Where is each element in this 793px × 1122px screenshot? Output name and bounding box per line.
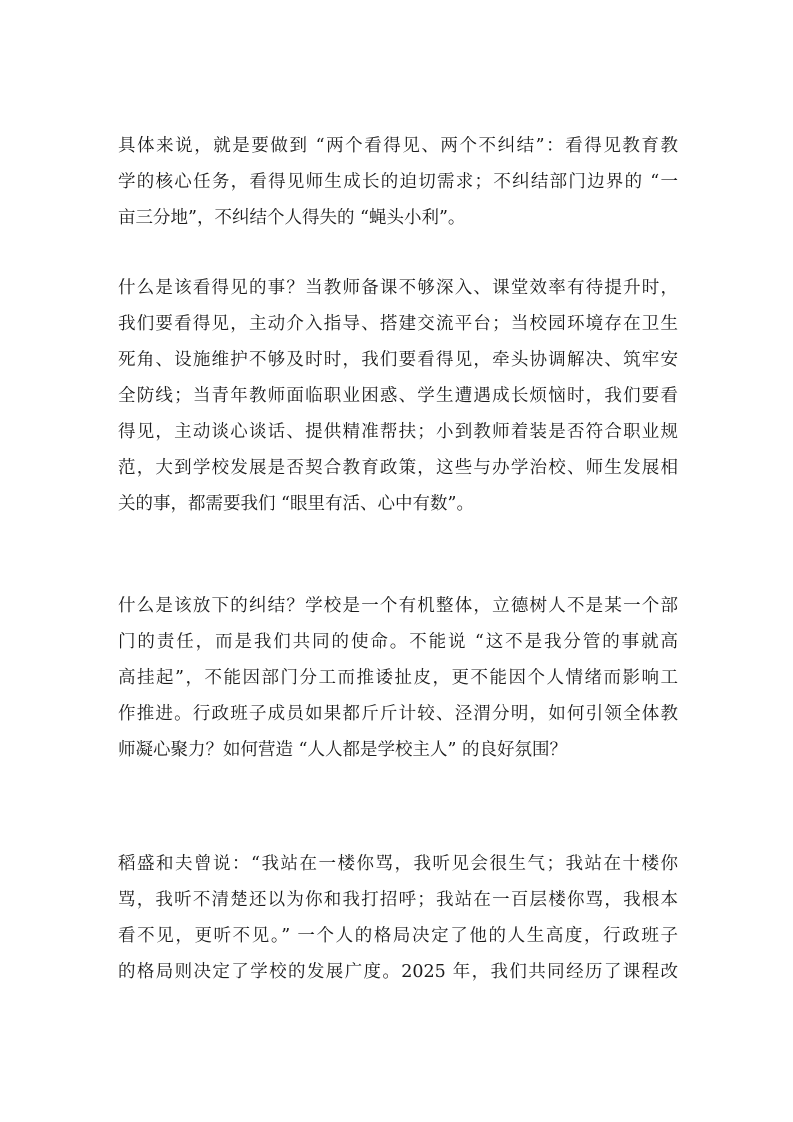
text-line: 稻盛和夫曾说：“我站在一楼你骂，我听见会很生气；我站在十楼你 [118,854,678,874]
text-line: 的格局则决定了学校的发展广度。2025 年，我们共同经历了课程改 [118,962,678,982]
text-line: 范，大到学校发展是否契合教育政策，这些与办学治校、师生发展相 [118,458,678,478]
text-line: 我们要看得见，主动介入指导、搭建交流平台；当校园环境存在卫生 [118,314,678,334]
text-line: 门的责任，而是我们共同的使命。不能说 “这不是我分管的事就高 [118,632,678,652]
text-line: 骂，我听不清楚还以为你和我打招呼；我站在一百层楼你骂，我根本 [118,890,678,910]
text-line: 什么是该看得见的事？当教师备课不够深入、课堂效率有待提升时， [118,278,678,298]
text-line: 得见，主动谈心谈话、提供精准帮扶；小到教师着装是否符合职业规 [118,422,678,442]
text-line: 看不见，更听不见。” 一个人的格局决定了他的人生高度，行政班子 [118,926,678,946]
text-line: 师凝心聚力？如何营造 “人人都是学校主人” 的良好氛围？ [118,740,568,760]
text-line: 死角、设施维护不够及时时，我们要看得见，牵头协调解决、筑牢安 [118,350,678,370]
text-line: 学的核心任务，看得见师生成长的迫切需求；不纠结部门边界的 “一 [118,172,678,192]
text-line: 全防线；当青年教师面临职业困惑、学生遭遇成长烦恼时，我们要看 [118,386,678,406]
text-line: 亩三分地”，不纠结个人得失的 “蝇头小利”。 [118,208,466,228]
text-line: 高挂起”，不能因部门分工而推诿扯皮，更不能因个人情绪而影响工 [118,668,678,688]
text-line: 作推进。行政班子成员如果都斤斤计较、泾渭分明，如何引领全体教 [118,704,678,724]
text-line: 关的事，都需要我们 “眼里有活、心中有数”。 [118,494,474,514]
text-line: 什么是该放下的纠结？学校是一个有机整体，立德树人不是某一个部 [118,596,678,616]
text-line: 具体来说，就是要做到 “两个看得见、两个不纠结”：看得见教育教 [118,136,678,156]
